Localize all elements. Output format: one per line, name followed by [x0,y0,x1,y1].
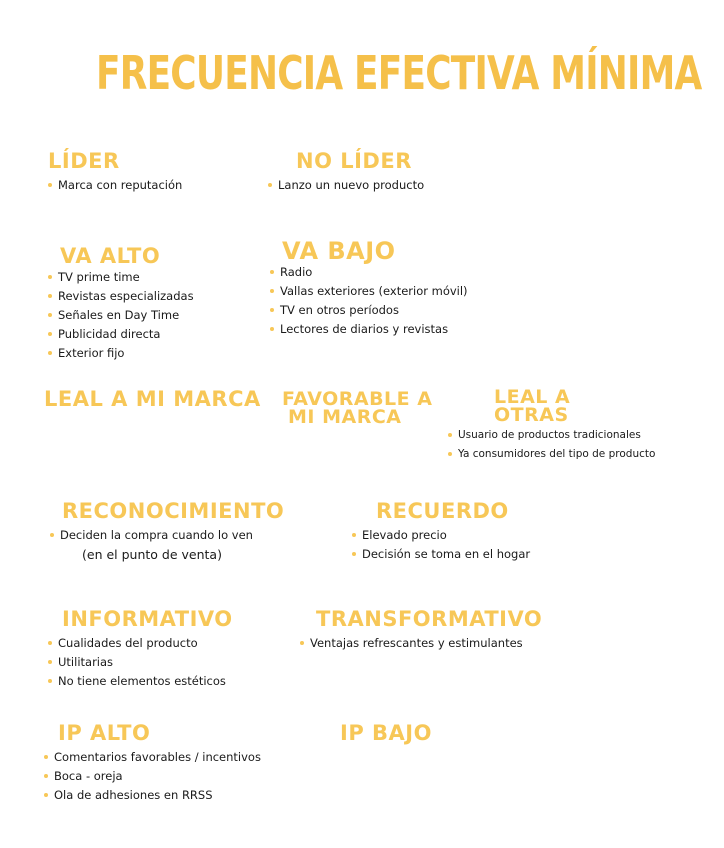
section-transformativo [300,608,542,653]
list-item: TV en otros períodos [270,301,468,320]
list-item: (en el punto de venta) [82,547,222,562]
item-list [50,526,284,564]
section-informativo [48,608,233,691]
item-list [300,634,542,653]
section-recuerdo [352,500,530,564]
section-heading: NO LÍDER [296,149,412,173]
list-item: Ola de adhesiones en RRSS [44,786,261,805]
list-item: Elevado precio [352,526,530,545]
section-no-lider [268,150,424,195]
section-va-alto [48,245,194,363]
section-heading: VA ALTO [60,244,161,268]
section-heading: VA BAJO [282,237,396,265]
list-item: Utilitarias [48,653,233,672]
section-ip-alto [44,722,261,805]
item-list [270,263,468,339]
list-item: Ya consumidores del tipo de producto [448,445,655,464]
list-item: Deciden la compra cuando lo ven [50,526,284,545]
list-item: Revistas especializadas [48,287,194,306]
item-list [44,748,261,805]
list-item: Exterior fijo [48,344,194,363]
list-item: Publicidad directa [48,325,194,344]
section-heading: IP ALTO [58,721,151,745]
heading-line: OTRAS [494,404,569,426]
section-leal-otras [448,388,655,464]
item-list [352,526,530,564]
list-item: Señales en Day Time [48,306,194,325]
section-heading: LEAL A MI MARCA [44,387,261,411]
section-heading: LÍDER [48,149,120,173]
list-item: Decisión se toma en el hogar [352,545,530,564]
section-heading [282,390,432,426]
item-list [48,634,233,691]
section-heading [448,388,655,424]
item-list [48,268,194,363]
section-heading: RECUERDO [376,499,509,523]
section-ip-bajo [340,722,432,744]
section-leal-mi-marca [44,388,261,410]
list-item: Vallas exteriores (exterior móvil) [270,282,468,301]
section-favorable [282,390,432,426]
page-title: FRECUENCIA EFECTIVA MÍNIMA [96,46,702,100]
list-item: Comentarios favorables / incentivos [44,748,261,767]
list-item: Lectores de diarios y revistas [270,320,468,339]
list-item: Lanzo un nuevo producto [268,176,424,195]
section-reconocimiento [50,500,284,564]
list-item: Ventajas refrescantes y estimulantes [300,634,542,653]
item-list [448,426,655,464]
heading-line: FAVORABLE A [282,388,433,410]
list-item: TV prime time [48,268,194,287]
list-item: Boca - oreja [44,767,261,786]
list-item: Marca con reputación [48,176,182,195]
heading-line: MI MARCA [288,406,402,428]
list-item: Cualidades del producto [48,634,233,653]
section-heading: INFORMATIVO [62,607,233,631]
list-item: Radio [270,263,468,282]
section-heading: RECONOCIMIENTO [62,499,285,523]
section-lider [48,150,182,195]
list-item: No tiene elementos estéticos [48,672,233,691]
section-heading: IP BAJO [340,721,432,745]
item-list [48,176,182,195]
heading-line: LEAL A [494,386,571,408]
section-va-bajo [270,237,468,339]
section-heading: TRANSFORMATIVO [316,607,543,631]
list-item: Usuario de productos tradicionales [448,426,655,445]
item-list [268,176,424,195]
